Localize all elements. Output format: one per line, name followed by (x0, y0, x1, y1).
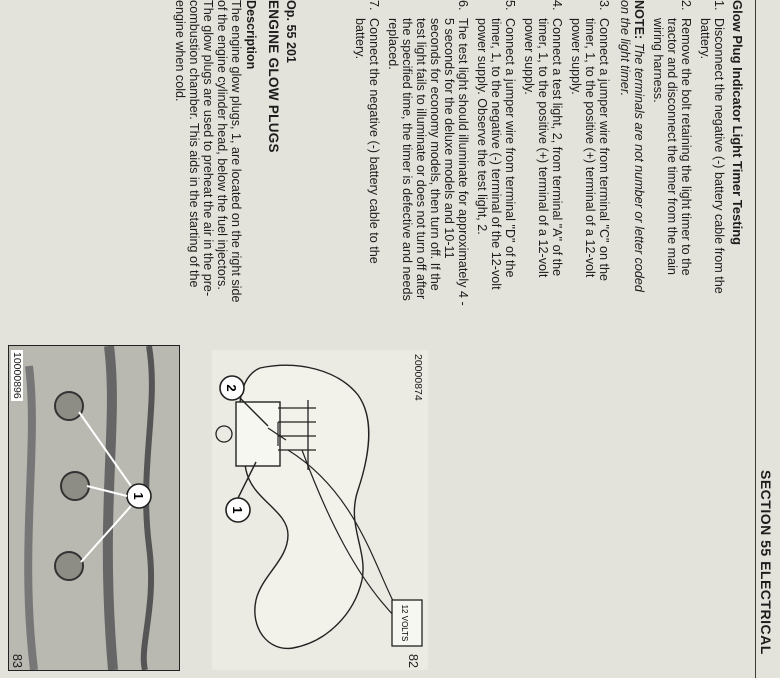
op-code: Op. 55 201 (284, 0, 298, 64)
step-item (651, 0, 693, 308)
step-item (386, 0, 470, 308)
engine-photo-figure (8, 345, 180, 671)
step-text: Disconnect the negative (-) battery cable from the battery. (698, 18, 726, 294)
page-number-82: 82 (406, 654, 420, 668)
note (618, 0, 646, 308)
step-number: 1. (712, 0, 726, 11)
step-number: 4. (550, 0, 564, 11)
glow-plugs-section (173, 0, 306, 308)
header-rule (755, 0, 756, 678)
step-number: 5. (503, 0, 517, 11)
note-label: NOTE: (632, 0, 646, 40)
section-title: SECTION 55 ELECTRICAL (758, 470, 774, 655)
steps-list-a (651, 0, 726, 308)
callout-label: 1 (131, 492, 146, 500)
timer-body (236, 402, 280, 466)
step-item (353, 0, 381, 308)
battery-label: 12 VOLTS (400, 604, 409, 642)
figure-2-id: 10000896 (11, 352, 23, 399)
glow-plug (61, 472, 89, 500)
step-text: Connect a jumper wire from terminal "D" of the timer, 1, to the negative (-) terminal of the 12-volt power supply. Observe the test light, 2. (475, 18, 517, 290)
note-text: The terminals are not number or letter coded on the light timer. (618, 0, 646, 292)
timer-wiring-drawing (212, 350, 428, 670)
glow-plug (55, 552, 83, 580)
step-number: 7. (367, 0, 381, 11)
step-item (475, 0, 517, 308)
step-number: 6. (456, 0, 470, 11)
callout-1-label: 1 (230, 506, 245, 514)
step-item (698, 0, 726, 308)
timer-mount-hole (216, 426, 232, 442)
step-text: The test light should illuminate for approximately 4 - 5 seconds for the deluxe models and 10-11 seconds for economy models, then turn off. If the test light fails to illuminate or does not turn off after the specified time, the timer is defective and needs replaced. (386, 18, 470, 306)
figure-1-id: 20000874 (412, 354, 424, 401)
engine-photo (9, 346, 179, 670)
step-item (522, 0, 564, 308)
step-number: 3. (597, 0, 611, 11)
description-text: The engine glow plugs, 1, are located on the right side of the engine cylinder head, below the fuel injectors. The glow plugs are used to preheat the air in the pre-combustion chamber. This aids in the starting of the engine when cold. (173, 0, 243, 303)
step-text: Connect a jumper wire from terminal "C" on the timer, 1, to the positive (+) terminal of a 12-volt power supply. (569, 18, 611, 282)
cylinder-head-edge (108, 346, 113, 670)
step-text: Connect a test light, 2, from terminal "A" of the timer, 1, to the positive (+) terminal of a 12-volt power supply. (522, 18, 564, 278)
step-item (569, 0, 611, 308)
timer-testing-title: Glow Plug Indicator Light Timer Testing (730, 0, 745, 246)
glow-plug (55, 392, 83, 420)
timer-testing-section (348, 0, 744, 308)
step-text: Remove the bolt retaining the light timer to the tractor and disconnect the timer from the main wiring harness. (651, 18, 693, 276)
step-number: 2. (679, 0, 693, 11)
description-heading: Description (244, 0, 258, 70)
step-text: Connect the negative (-) battery cable to the battery. (353, 18, 381, 264)
page-number-83: 83 (10, 654, 24, 668)
callout-2-label: 2 (224, 384, 239, 392)
steps-list-b (353, 0, 611, 308)
timer-wiring-figure (212, 350, 428, 670)
glow-plugs-title: ENGINE GLOW PLUGS (266, 0, 281, 153)
